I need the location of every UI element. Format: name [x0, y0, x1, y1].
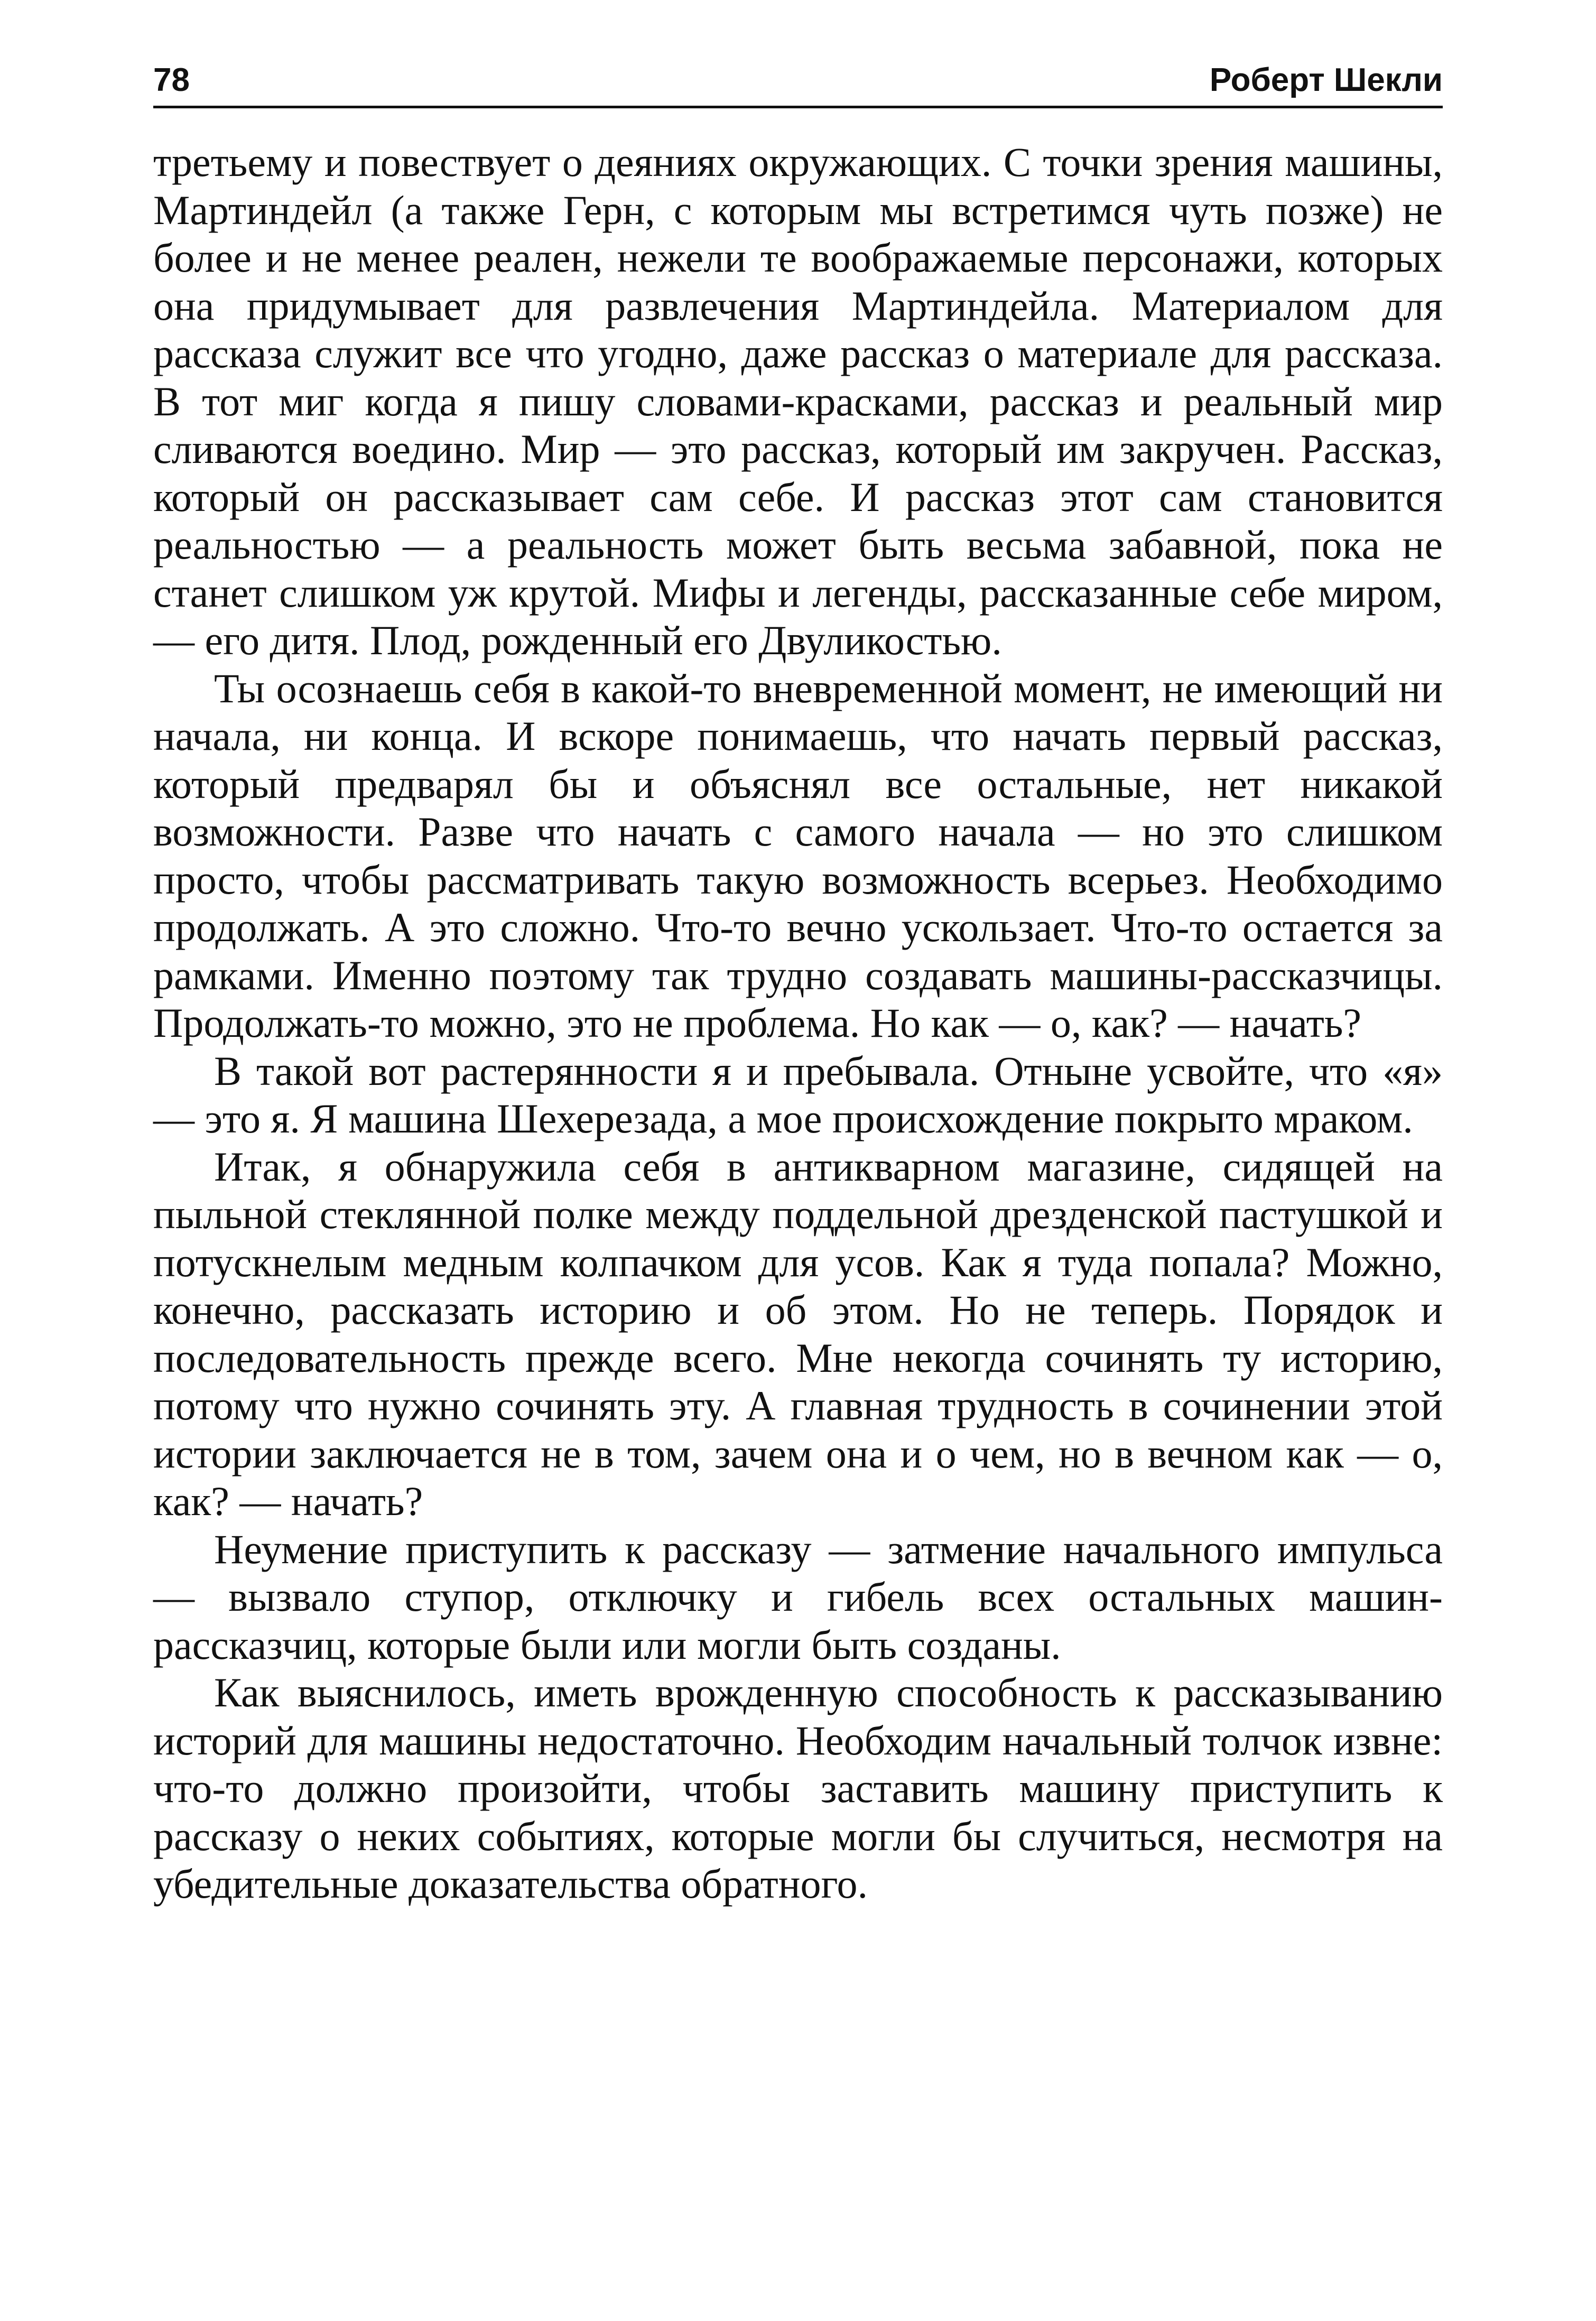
paragraph-6: Как выяснилось, иметь врожденную способность к рассказыванию историй для машины недостаточно. Необходим начальный толчок извне: что-то должно произойти, чтобы заставить машину приступить к рассказу о неких событиях, которые могли бы случиться, несмотря на убедительные доказательства обратного.: [153, 1669, 1443, 1907]
header-rule: [153, 106, 1443, 108]
body-text: [153, 138, 1443, 1908]
paragraph-5: Неумение приступить к рассказу — затмение начального импульса — вызвало ступор, отключку и гибель всех остальных машин-рассказчиц, которые были или могли быть созданы.: [153, 1526, 1443, 1668]
running-title: Роберт Шекли: [1209, 62, 1443, 98]
paragraph-3: В такой вот растерянности я и пребывала. Отныне усвойте, что «я» — это я. Я машина Шехерезада, а мое происхождение покрыто мраком.: [153, 1047, 1443, 1141]
paragraph-1: третьему и повествует о деяниях окружающих. С точки зрения машины, Мартиндейл (а также Герн, с которым мы встретимся чуть позже) не более и не менее реален, нежели те воображаемые персонажи, которых она придумывает для развлечения Мартиндейла. Материалом для рассказа служит все что угодно, даже рассказ о материале для рассказа. В тот миг когда я пишу словами-красками, рассказ и реальный мир сливаются воедино. Мир — это рассказ, который им закручен. Рассказ, который он рассказывает сам себе. И рассказ этот сам становится реальностью — а реальность может быть весьма забавной, пока не станет слишком уж крутой. Мифы и легенды, рассказанные себе миром, — его дитя. Плод, рожденный его Двуликостью.: [153, 139, 1443, 663]
page-number: 78: [153, 62, 190, 98]
paragraph-2: Ты осознаешь себя в какой-то вневременной момент, не имеющий ни начала, ни конца. И вскоре понимаешь, что начать первый рассказ, который предварял бы и объяснял все остальные, нет никакой возможности. Разве что начать с самого начала — но это слишком просто, чтобы рассматривать такую возможность всерьез. Необходимо продолжать. А это сложно. Что-то вечно ускользает. Что-то остается за рамками. Именно поэтому так трудно создавать машины-рассказчицы. Продолжать-то можно, это не проблема. Но как — о, как? — начать?: [153, 665, 1443, 1046]
paragraph-4: Итак, я обнаружила себя в антикварном магазине, сидящей на пыльной стеклянной полке между поддельной дрезденской пастушкой и потускнелым медным колпачком для усов. Как я туда попала? Можно, конечно, рассказать историю и об этом. Но не теперь. Порядок и последовательность прежде всего. Мне некогда сочинять ту историю, потому что нужно сочинять эту. А главная трудность в сочинении этой истории заключается не в том, зачем она и о чем, но в вечном как — о, как? — начать?: [153, 1143, 1443, 1524]
running-head: [153, 59, 1443, 101]
